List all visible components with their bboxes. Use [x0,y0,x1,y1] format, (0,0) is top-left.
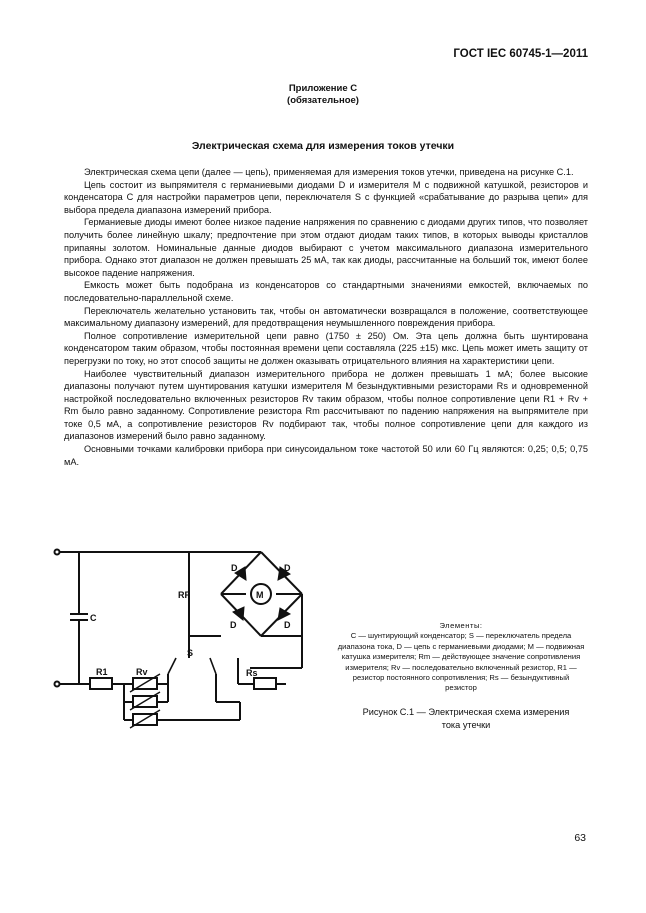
label-d1: D [231,563,238,573]
page-number: 63 [574,832,586,844]
paragraph: Германиевые диоды имеют более низкое падение напряжения по сравнению с диодами других типов, что позволяет получить более линейную шкалу; предпочтение при этом отдают диодам таких типов, в которых выводы кристаллов припаяны золотом. Номинальные данные диодов выбирают с учетом максимального диапазона измерительного прибора. Однако этот диапазон не должен превышать 25 мА, так как диоды, рассчитанные на больший ток, имеют более высокое падение напряжения. [64,217,588,278]
figure-legend [336,621,586,694]
paragraph: Основными точками калибровки прибора при синусоидальном токе частотой 50 или 60 Гц являются: 0,25; 0,5; 0,75 мА. [64,444,588,467]
paragraph: Электрическая схема цепи (далее — цепь), применяемая для измерения токов утечки, приведена на рисунке С.1. [84,167,574,177]
label-m: M [256,590,264,600]
paragraph: Наиболее чувствительный диапазон измерительного прибора не должен превышать 1 мА; более высокие диапазоны получают путем шунтирования катушки измерителя M безындуктивными резисторами Rs и одновременной настройкой последовательно включенных резисторов Rv таким образом, чтобы полное сопротивление цепи R1 + Rv + Rm было равно заданному. Сопротивление резистора Rm рассчитывают по падению напряжения на выпрямителе при токе 0,5 мА, а сопротивление резисторов Rv подбирают так, чтобы полное сопротивление цепи для каждого из диапазонов измерений было равно заданному. [64,368,588,442]
label-r1: R1 [96,667,108,677]
paragraph: Емкость может быть подобрана из конденсаторов со стандартными значениями емкостей, включаемых по последовательно-параллельной схеме. [64,280,588,303]
paragraph: Цепь состоит из выпрямителя с германиевыми диодами D и измерителя M с подвижной катушкой, резисторов и конденсатора C для настройки параметров цепи, переключателя S с функцией «срабатывание до разрыва цепи» для выбора предела диапазона измерений прибора. [64,179,588,215]
legend-title: Элементы: [439,621,483,630]
label-d3: D [230,620,237,630]
body-text [64,166,588,468]
label-rs: Rs [246,668,258,678]
label-c: C [90,613,97,623]
label-rf: RF [178,590,190,600]
paragraph: Переключатель желательно установить так, чтобы он автоматически возвращался в положение, соответствующее максимальному диапазону измерений, для предотвращения неумышленного повреждения прибора. [64,305,588,329]
figure-caption: Рисунок С.1 — Электрическая схема измерения тока утечки [362,707,570,730]
annex-title: Приложение С [288,83,358,94]
legend-text: C — шунтирующий конденсатор; S — переключатель предела диапазона тока, D — цепь с германиевыми диодами; M — подвижная катушка измерителя; Rm — действующее значение сопротивления измерителя; Rv — последовательно включенный резистор, R1 — резистор постоянного сопротивления; Rs — безындуктивный резистор [337,631,585,693]
section-title: Электрическая схема для измерения токов утечки [191,140,455,152]
standard-designation: ГОСТ IEC 60745-1—2011 [453,48,588,60]
annex-status: (обязательное) [287,95,359,106]
label-s: S [187,648,194,658]
annex-heading [0,83,646,107]
label-d4: D [284,620,291,630]
label-rv: Rv [136,667,148,677]
paragraph: Полное сопротивление измерительной цепи равно (1750 ± 250) Ом. Эта цепь должна быть шунтирована конденсатором таким образом, чтобы постоянная времени цепи составляла (225 ±15) мкс. Цепь может иметь защиту от перегрузки по току, но этот способ защиты не должен оказывать отрицательного влияния на характеристики цепи. [64,330,588,366]
circuit-diagram [40,540,330,740]
label-d2: D [284,563,291,573]
